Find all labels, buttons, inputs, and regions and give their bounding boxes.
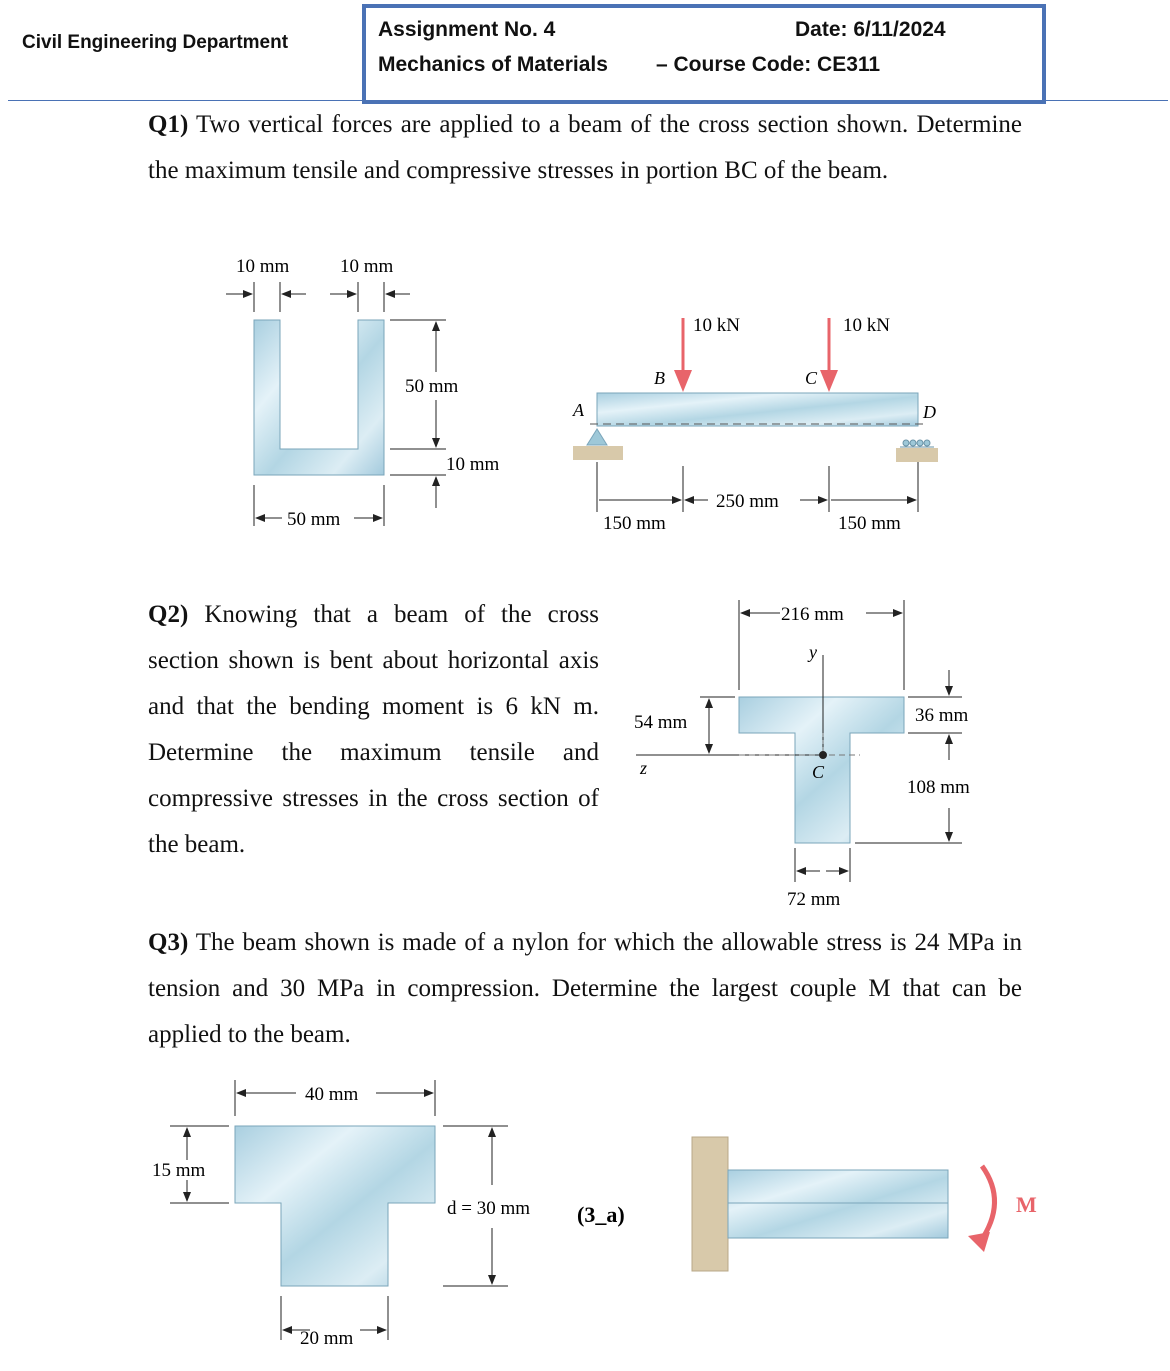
q1-force-c: 10 kN bbox=[843, 315, 890, 336]
q1-point-a: A bbox=[573, 400, 584, 420]
q1-point-b: B bbox=[654, 368, 665, 388]
q2-dim-web-width: 72 mm bbox=[787, 889, 841, 910]
q3-figure-label: (3_a) bbox=[577, 1202, 625, 1227]
q1-span-cd: 150 mm bbox=[838, 513, 901, 534]
q1-beam-diagram bbox=[573, 318, 938, 512]
assignment-number: Assignment No. 4 bbox=[378, 18, 556, 41]
q3-label: Q3) bbox=[148, 929, 189, 956]
q1-dim-right-flange: 10 mm bbox=[340, 256, 394, 277]
q3-dim-depth: d = 30 mm bbox=[447, 1198, 531, 1219]
q3-cantilever-beam bbox=[692, 1137, 995, 1271]
q2-t-section bbox=[636, 600, 962, 882]
q1-dim-height: 50 mm bbox=[405, 376, 459, 397]
q2-axis-y: y bbox=[809, 642, 817, 662]
q1-point-d: D bbox=[923, 402, 936, 422]
q3-moment-label: M bbox=[1016, 1192, 1037, 1217]
q1-u-section bbox=[226, 282, 446, 526]
q2-dim-web-height: 108 mm bbox=[907, 777, 970, 798]
q3-dim-flange-thk: 15 mm bbox=[152, 1160, 206, 1181]
q2-label: Q2) bbox=[148, 601, 189, 628]
q3-dim-web-width: 20 mm bbox=[300, 1328, 354, 1349]
q1-dim-left-flange: 10 mm bbox=[236, 256, 290, 277]
q1-span-bc: 250 mm bbox=[716, 491, 779, 512]
q2-dim-flange-width: 216 mm bbox=[781, 604, 844, 625]
q1-body: Two vertical forces are applied to a beam of the cross section shown. Determine the maximum tensile and compressive stresses in portion BC of the beam. bbox=[148, 111, 1022, 184]
q2-axis-z: z bbox=[640, 758, 648, 778]
q3-dim-flange-width: 40 mm bbox=[305, 1084, 359, 1105]
q2-dim-centroid: 54 mm bbox=[634, 712, 688, 733]
assignment-date: Date: 6/11/2024 bbox=[795, 18, 946, 41]
q1-span-ab: 150 mm bbox=[603, 513, 666, 534]
q1-point-c: C bbox=[805, 368, 818, 388]
q1-force-b: 10 kN bbox=[693, 315, 740, 336]
q3-body: The beam shown is made of a nylon for which the allowable stress is 24 MPa in tension and 30 MPa in compression. Determine the largest couple M that can be applied to the beam. bbox=[148, 929, 1022, 1048]
q2-centroid: C bbox=[812, 762, 825, 782]
q1-label: Q1) bbox=[148, 111, 189, 138]
course-name: Mechanics of Materials bbox=[378, 53, 608, 76]
course-code: – Course Code: CE311 bbox=[656, 53, 881, 76]
q1-dim-width: 50 mm bbox=[287, 509, 341, 530]
department-label: Civil Engineering Department bbox=[22, 32, 289, 53]
q2-dim-flange-thk: 36 mm bbox=[915, 705, 969, 726]
q2-body: Knowing that a beam of the cross section shown is bent about horizontal axis and that the bending moment is 6 kN m. Determine the maximum tensile and compressive stresses in the cross section of the beam. bbox=[148, 601, 599, 858]
q1-dim-bottom: 10 mm bbox=[446, 454, 500, 475]
